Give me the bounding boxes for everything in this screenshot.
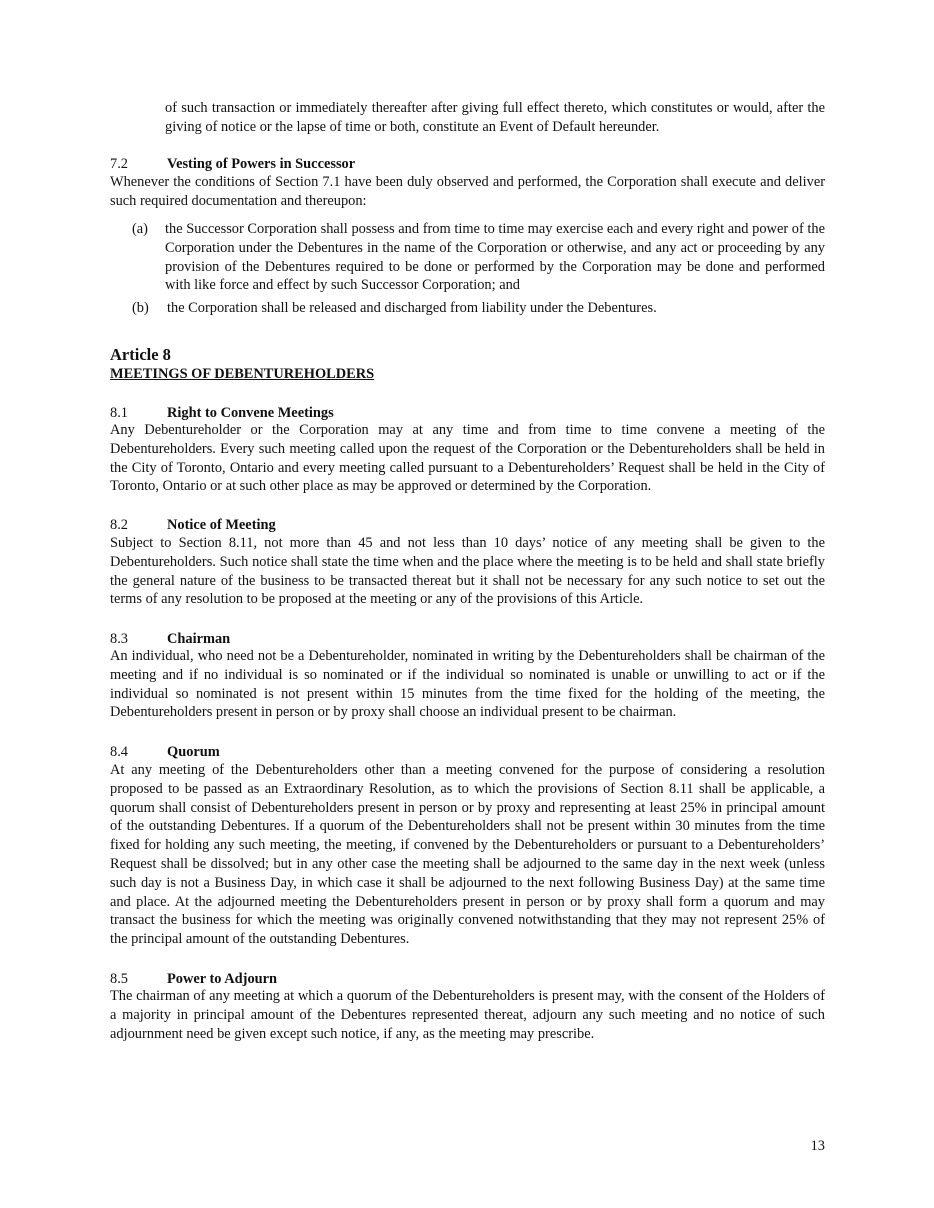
section-8-2-heading	[110, 516, 825, 535]
section-8-4-body: At any meeting of the Debentureholders other than a meeting convened for the purpose of considering a resolution proposed to be passed as an Extraordinary Resolution, as to which the provisions of Section 8.11 shall be applicable, a quorum shall consist of Debentureholders present in person or by proxy and representing at least 25% in principal amount of the outstanding Debentures. If a quorum of the Debentureholders shall not be present within 30 minutes from the time fixed for holding any such meeting, the meeting, if convened by the Debentureholders or pursuant to a Debentureholders’ Request shall be dissolved; but in any other case the meeting shall be adjourned to the same day in the next week (unless such day is not a Business Day, in which case it shall be adjourned to the next following Business Day) at the same time and place. At the adjourned meeting the Debentureholders present in person or by proxy shall form a quorum and may transact the business for which the meeting was originally convened notwithstanding that they may not represent 25% of the principal amount of the outstanding Debentures.	[110, 762, 825, 948]
section-title: Notice of Meeting	[167, 517, 276, 533]
section-title: Chairman	[167, 631, 231, 647]
section-7-2-body: Whenever the conditions of Section 7.1 have been duly observed and performed, the Corporation shall execute and deliver such required documentation and thereupon:	[110, 174, 825, 209]
section-number: 7.2	[110, 156, 128, 172]
section-8-1-heading	[110, 404, 825, 423]
section-number: 8.3	[110, 631, 128, 647]
section-8-1-body: Any Debentureholder or the Corporation may at any time and from time to time convene a meeting of the Debentureholders. Every such meeting called upon the request of the Corporation or the Debentureholders shall be held in the City of Toronto, Ontario and every meeting called pursuant to a Debentureholders’ Request shall be held in the City of Toronto, Ontario or at such other place as may be approved or determined by the Corporation.	[110, 422, 825, 495]
section-8-3-body: An individual, who need not be a Debentureholder, nominated in writing by the Debentureholders shall be chairman of the meeting and if no individual is so nominated or if the individual so nominated is unable or unwilling to act or if the individual so nominated is not present within 15 minutes from the time fixed for the holding of the meeting, the Debentureholders present in person or by proxy shall choose an individual present to be chairman.	[110, 648, 825, 721]
section-8-4-heading	[110, 743, 825, 762]
list-item	[110, 220, 825, 295]
section-8-5-heading	[110, 970, 825, 989]
list-item-text: the Corporation shall be released and discharged from liability under the Debentures.	[167, 300, 657, 316]
section-7-2-heading	[110, 155, 825, 174]
section-title: Quorum	[167, 744, 220, 760]
section-title: Vesting of Powers in Successor	[167, 156, 356, 172]
list-item-text: the Successor Corporation shall possess and from time to time may exercise each and every right and power of the Corporation under the Debentures in the name of the Corporation or otherwise, and any act or proceeding by any provision of the Debentures required to be done or performed by the Corporation may be done and performed with like force and effect by such Successor Corporation; and	[165, 221, 825, 294]
section-8-2-body: Subject to Section 8.11, not more than 45 and not less than 10 days’ notice of any meeting shall be given to the Debentureholders. Such notice shall state the time when and the place where the meeting is to be held and shall state briefly the general nature of the business to be transacted thereat but it shall not be necessary for any such notice to set out the terms of any resolution to be proposed at the meeting or any of the provisions of this Article.	[110, 535, 825, 608]
article-subtitle: MEETINGS OF DEBENTUREHOLDERS	[110, 366, 375, 382]
section-number: 8.2	[110, 517, 128, 533]
section-number: 8.1	[110, 405, 128, 421]
section-number: 8.4	[110, 744, 128, 760]
section-8-5-body: The chairman of any meeting at which a quorum of the Debentureholders is present may, with the consent of the Holders of a majority in principal amount of the Debentures represented thereat, adjourn any such meeting and no notice of such adjournment need be given except such notice, if any, as the meeting may prescribe.	[110, 988, 825, 1042]
continuation-paragraph: of such transaction or immediately thereafter after giving full effect thereto, which constitutes or would, after the giving of notice or the lapse of time or both, constitute an Event of Default hereunder.	[165, 100, 825, 135]
list-marker: (a)	[132, 221, 148, 237]
section-8-3-heading	[110, 630, 825, 649]
section-title: Right to Convene Meetings	[167, 405, 334, 421]
article-title: Article 8	[110, 345, 171, 364]
article-subtitle-wrap	[110, 365, 825, 384]
section-title: Power to Adjourn	[167, 971, 278, 987]
section-number: 8.5	[110, 971, 128, 987]
page-number: 13	[810, 1138, 825, 1154]
list-item	[110, 299, 825, 318]
list-marker: (b)	[132, 300, 149, 316]
